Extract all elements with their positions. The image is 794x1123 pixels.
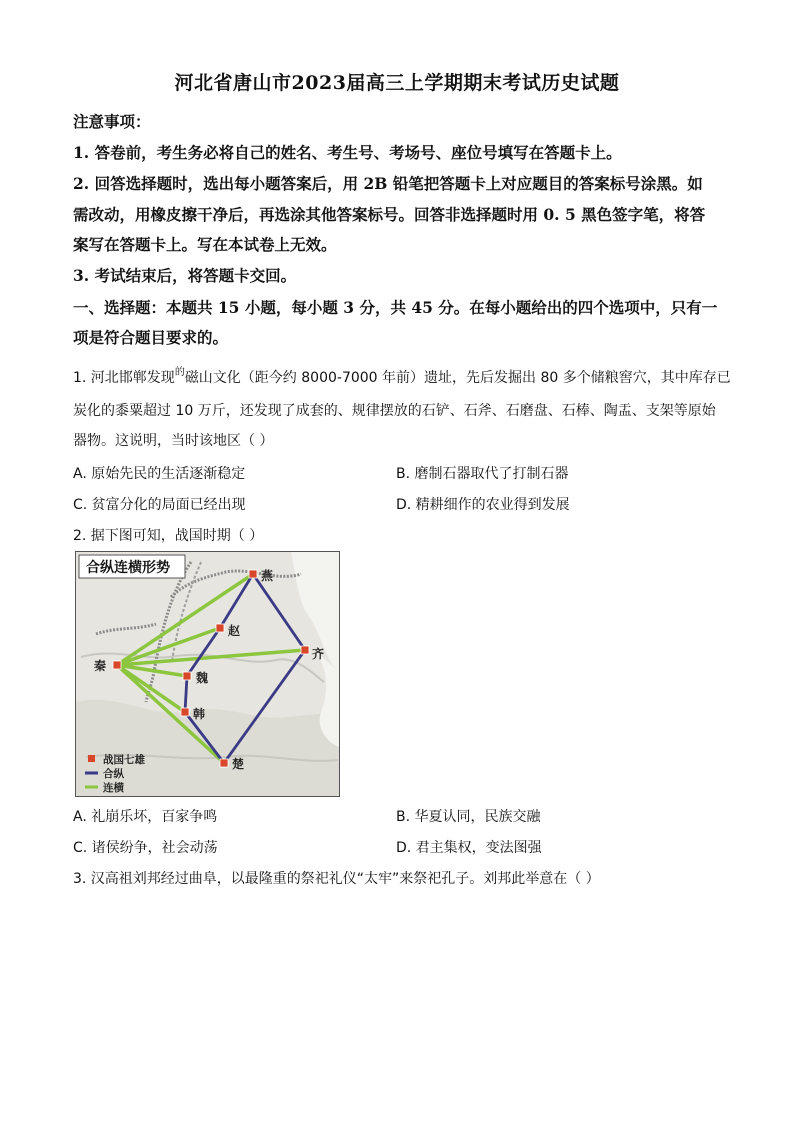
legend-lianheng-label: 连横: [103, 782, 124, 794]
q1-stem-pre: 1. 河北邯郸发现: [73, 370, 175, 386]
state-marker-yan: [249, 570, 257, 578]
q1-stem-sup: 的: [174, 367, 185, 378]
state-label-wei: 魏: [196, 671, 209, 685]
state-marker-zhao: [216, 624, 224, 632]
q3-stem: 3. 汉高祖刘邦经过曲阜，以最隆重的祭祀礼仪“太牢”来祭祀孔子。刘邦此举意在（ ）: [73, 871, 600, 887]
section-heading-cont: 项是符合题目要求的。: [73, 328, 229, 347]
exam-title: 河北省唐山市2023届高三上学期期末考试历史试题: [174, 72, 620, 94]
q2-stem: 2. 据下图可知，战国时期（ ）: [73, 528, 264, 544]
state-label-yan: 燕: [261, 569, 274, 583]
q1-option-c: C. 贫富分化的局面已经出现: [73, 497, 246, 513]
q1-option-a: A. 原始先民的生活逐渐稳定: [73, 466, 246, 482]
state-marker-chu: [220, 759, 228, 767]
state-label-zhao: 赵: [228, 624, 241, 638]
section-heading: 一、选择题：本题共 15 小题，每小题 3 分，共 45 分。在每小题给出的四个选项中，只有一: [73, 298, 718, 317]
q1-stem-line3: 器物。这说明，当时该地区（ ）: [73, 433, 274, 449]
notice-item-1: 1. 答卷前，考生务必将自己的姓名、考生号、考场号、座位号填写在答题卡上。: [73, 143, 622, 162]
q2-option-a: A. 礼崩乐坏，百家争鸣: [73, 809, 218, 825]
notice-item-2-end: 案写在答题卡上。写在本试卷上无效。: [73, 235, 337, 254]
state-marker-wei: [183, 672, 191, 680]
state-label-qi: 齐: [312, 647, 325, 661]
q1-option-d: D. 精耕细作的农业得到发展: [396, 497, 570, 513]
q2-option-b: B. 华夏认同，民族交融: [396, 809, 541, 825]
legend-state-swatch: [88, 755, 95, 762]
map-title: 合纵连横形势: [86, 560, 170, 576]
warring-states-map: [75, 551, 340, 797]
notice-heading: 注意事项：: [73, 112, 151, 131]
legend-hezong-label: 合纵: [103, 768, 124, 780]
state-label-han: 韩: [193, 707, 206, 721]
state-label-chu: 楚: [232, 757, 245, 771]
q2-option-c: C. 诸侯纷争，社会动荡: [73, 840, 218, 856]
state-marker-qi: [301, 646, 309, 654]
q1-stem-post: 磁山文化（距今约 8000-7000 年前）遗址，先后发掘出 80 多个储粮窖穴，其中库存已: [184, 370, 731, 386]
state-marker-qin: [113, 661, 121, 669]
notice-item-2: 2. 回答选择题时，选出每小题答案后，用 2B 铅笔把答题卡上对应题目的答案标号涂黑。如: [73, 174, 703, 193]
notice-item-3: 3. 考试结束后，将答题卡交回。: [73, 266, 297, 285]
legend-state-label: 战国七雄: [103, 754, 145, 766]
state-marker-han: [181, 708, 189, 716]
q1-option-b: B. 磨制石器取代了打制石器: [396, 466, 569, 482]
notice-item-2-cont: 需改动，用橡皮擦干净后，再选涂其他答案标号。回答非选择题时用 0. 5 黑色签字笔，将答: [73, 205, 706, 224]
q1-stem-line1: [73, 367, 731, 387]
q2-option-d: D. 君主集权，变法图强: [396, 840, 542, 856]
state-label-qin: 秦: [94, 659, 107, 673]
q1-stem-line2: 炭化的黍粟超过 10 万斤，还发现了成套的、规律摆放的石铲、石斧、石磨盘、石棒、陶盂、支架等原始: [73, 403, 716, 419]
